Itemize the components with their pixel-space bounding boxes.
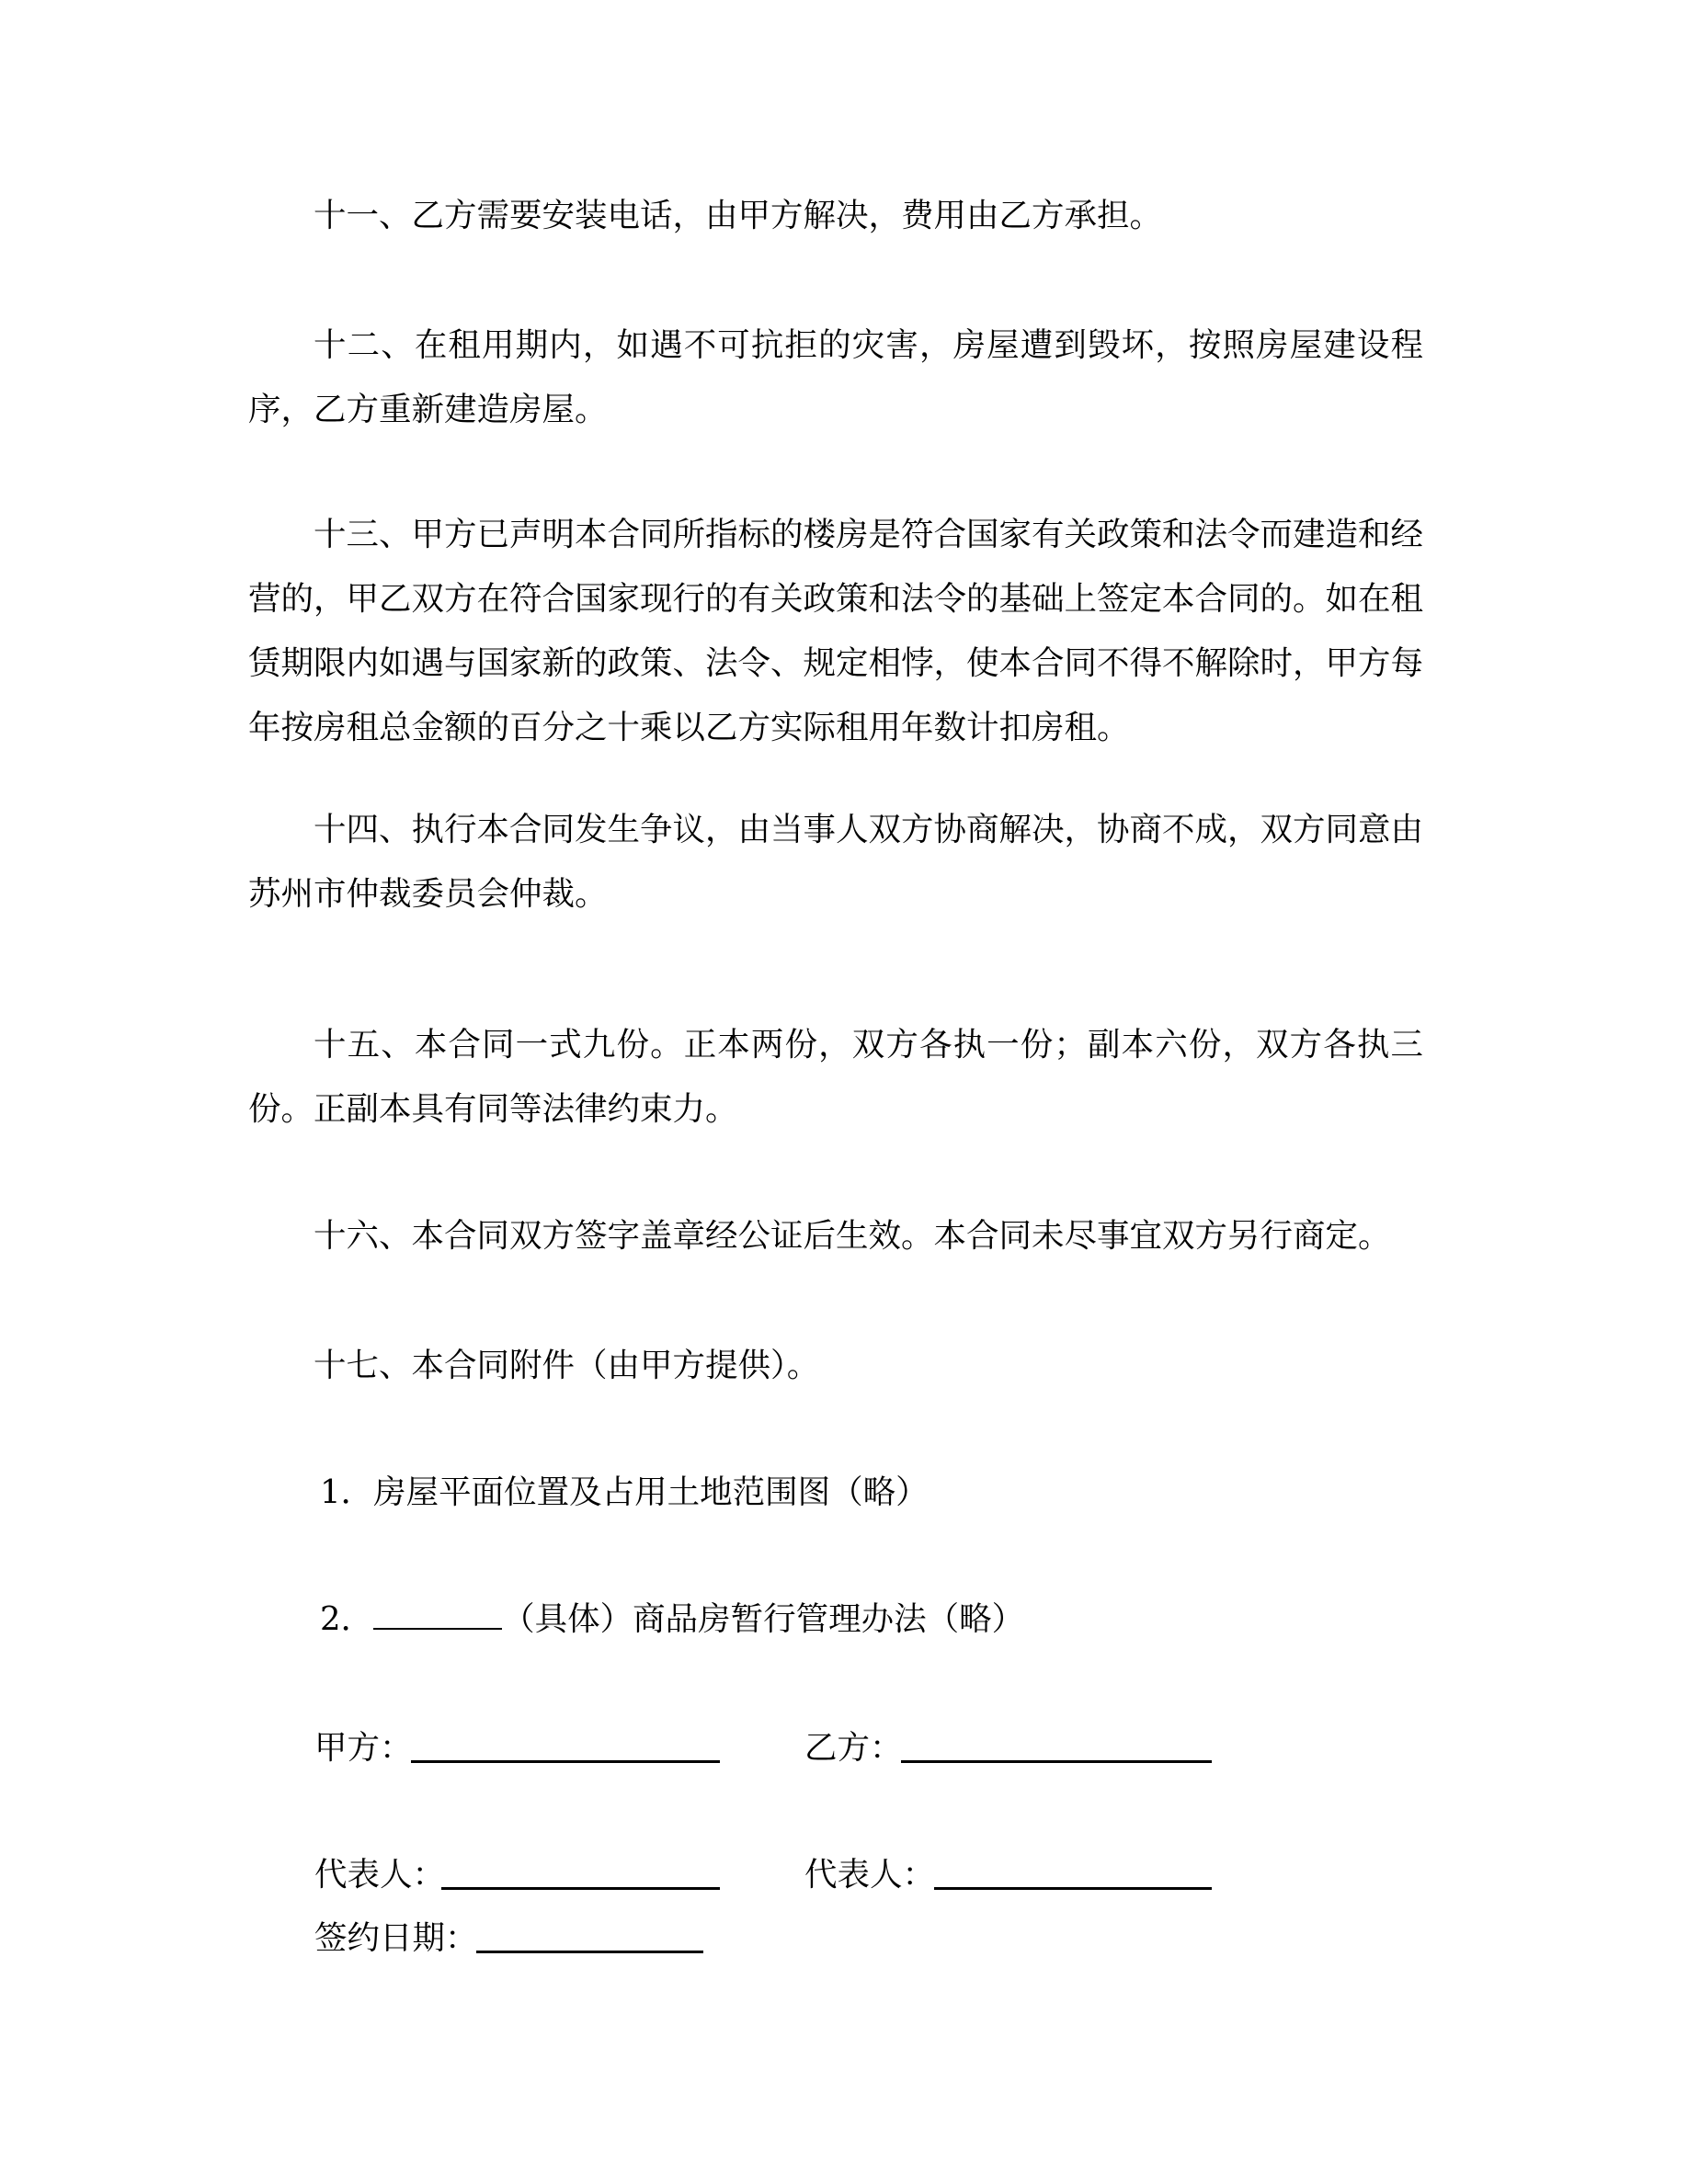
attachment-2-blank[interactable]	[373, 1600, 502, 1630]
clause-14: 十四、执行本合同发生争议，由当事人双方协商解决，协商不成，双方同意由苏州市仲裁委员会仲裁。	[248, 811, 1424, 913]
clause-16: 十六、本合同双方签字盖章经公证后生效。本合同未尽事宜双方另行商定。	[314, 1217, 1391, 1255]
attachment-1: 1．房屋平面位置及占用土地范围图（略）	[320, 1473, 929, 1511]
clause-15: 十五、本合同一式九份。正本两份，双方各执一份；副本六份，双方各执三份。正副本具有同等法律约束力。	[248, 1026, 1423, 1128]
clause-12: 十二、在租用期内，如遇不可抗拒的灾害，房屋遭到毁坏，按照房屋建设程序，乙方重新建造房屋。	[248, 326, 1423, 428]
party-b-signature-line[interactable]	[901, 1760, 1212, 1763]
representative-b-signature-line[interactable]	[934, 1887, 1212, 1890]
party-b-label: 乙方：	[804, 1729, 903, 1767]
representative-a-signature-line[interactable]	[441, 1887, 720, 1890]
clause-11: 十一、乙方需要安装电话，由甲方解决，费用由乙方承担。	[314, 197, 1163, 234]
party-a-signature-line[interactable]	[411, 1760, 720, 1763]
party-a-label: 甲方：	[314, 1729, 413, 1767]
signing-date-line[interactable]	[476, 1951, 703, 1953]
clause-17: 十七、本合同附件（由甲方提供）。	[314, 1347, 820, 1384]
representative-b-label: 代表人：	[804, 1856, 936, 1894]
attachment-2-number: 2．	[320, 1600, 374, 1638]
attachment-2	[320, 1587, 1024, 1652]
clause-13: 十三、甲方已声明本合同所指标的楼房是符合国家有关政策和法令而建造和经营的，甲乙双方在符合国家现行的有关政策和法令的基础上签定本合同的。如在租赁期限内如遇与国家新的政策、法令、规定相悖，使本合同不得不解除时，甲方每年按房租总金额的百分之十乘以乙方实际租用年数计扣房租。	[248, 516, 1424, 746]
signing-date-label: 签约日期：	[314, 1919, 478, 1957]
representative-a-label: 代表人：	[314, 1856, 446, 1894]
attachment-2-text: （具体）商品房暂行管理办法（略）	[502, 1600, 1025, 1638]
